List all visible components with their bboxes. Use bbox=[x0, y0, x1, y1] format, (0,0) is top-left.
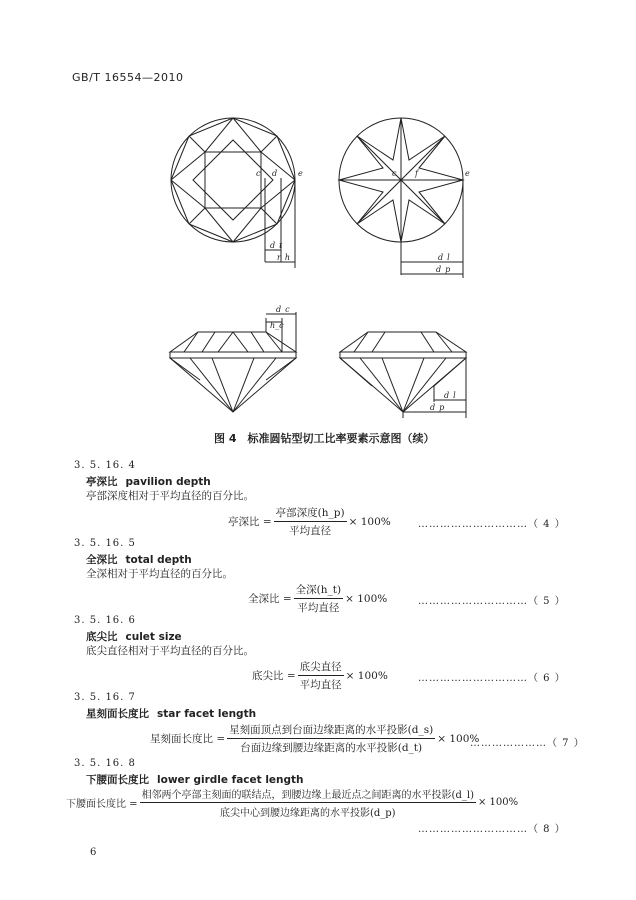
label-f: f bbox=[415, 169, 418, 178]
figure-4-diagram bbox=[0, 0, 636, 440]
term-definition: 底尖直径相对于平均直径的百分比。 bbox=[86, 645, 254, 657]
section-number: 3. 5. 16. 5 bbox=[74, 538, 136, 549]
equation-number: …………………………（ 4 ） bbox=[418, 519, 566, 530]
label-dp: d_p bbox=[436, 265, 451, 274]
term-heading: 亭深比 pavilion depth bbox=[86, 476, 211, 488]
label-c: c bbox=[256, 169, 261, 178]
term-heading: 下腰面长度比 lower girdle facet length bbox=[86, 774, 304, 786]
label-rh: r_h bbox=[277, 253, 290, 262]
label-dt: d_t bbox=[270, 241, 283, 250]
section-number: 3. 5. 16. 7 bbox=[74, 692, 136, 703]
equation-number: …………………………（ 6 ） bbox=[418, 673, 566, 684]
equation-number: …………………（ 7 ） bbox=[470, 738, 585, 749]
section-number: 3. 5. 16. 8 bbox=[74, 758, 136, 769]
label-hc: h_c bbox=[270, 321, 284, 330]
term-heading: 底尖比 culet size bbox=[86, 631, 182, 643]
formula: 下腰面长度比 = $\frac{\text{相邻两个亭部主刻面的联结点，到腰边缘上最近点之间距离的水平投影(d\_l)}}{\text{底尖中心到腰边缘距离的水平投影(d\_p)}}$ × 100% bbox=[66, 786, 518, 819]
section-number: 3. 5. 16. 4 bbox=[74, 460, 136, 471]
term-heading: 全深比 total depth bbox=[86, 554, 192, 566]
equation-number: …………………………（ 5 ） bbox=[418, 596, 566, 607]
formula: 底尖比 = $\frac{\text{底尖直径}}{\text{平均直径}}$ × 100% bbox=[252, 661, 388, 691]
label-dl2: d_l bbox=[444, 391, 456, 400]
label-e2: e bbox=[465, 169, 470, 178]
label-f-c: c bbox=[392, 169, 397, 178]
figure-caption: 图 4 标准圆钻型切工比率要素示意图（续） bbox=[214, 432, 435, 445]
label-dp2: d_p bbox=[430, 403, 445, 412]
label-e: e bbox=[298, 169, 303, 178]
term-definition: 亭部深度相对于平均直径的百分比。 bbox=[86, 490, 254, 502]
formula: 亭深比 = $\frac{\text{亭部深度(h\_p)}}{\text{平均直径}}$ × 100% bbox=[228, 507, 391, 537]
label-dl: d_l bbox=[438, 253, 450, 262]
term-heading: 星刻面长度比 star facet length bbox=[86, 708, 257, 720]
equation-number: …………………………（ 8 ） bbox=[418, 824, 566, 835]
label-dc: d_c bbox=[276, 305, 290, 314]
section-number: 3. 5. 16. 6 bbox=[74, 615, 136, 626]
side-view-right bbox=[340, 332, 466, 418]
label-d: d bbox=[272, 169, 278, 178]
page-number: 6 bbox=[90, 847, 97, 858]
formula: 全深比 = $\frac{\text{全深(h\_t)}}{\text{平均直径}}$ × 100% bbox=[248, 584, 388, 614]
standard-header: GB/T 16554—2010 bbox=[72, 71, 184, 84]
term-definition: 全深相对于平均直径的百分比。 bbox=[86, 568, 233, 580]
formula: 星刻面长度比 = $\frac{\text{星刻面顶点到台面边缘距离的水平投影(d\_s)}}{\text{台面边缘到腰边缘距离的水平投影(d\_t)}}$ × 100% bbox=[150, 724, 480, 754]
